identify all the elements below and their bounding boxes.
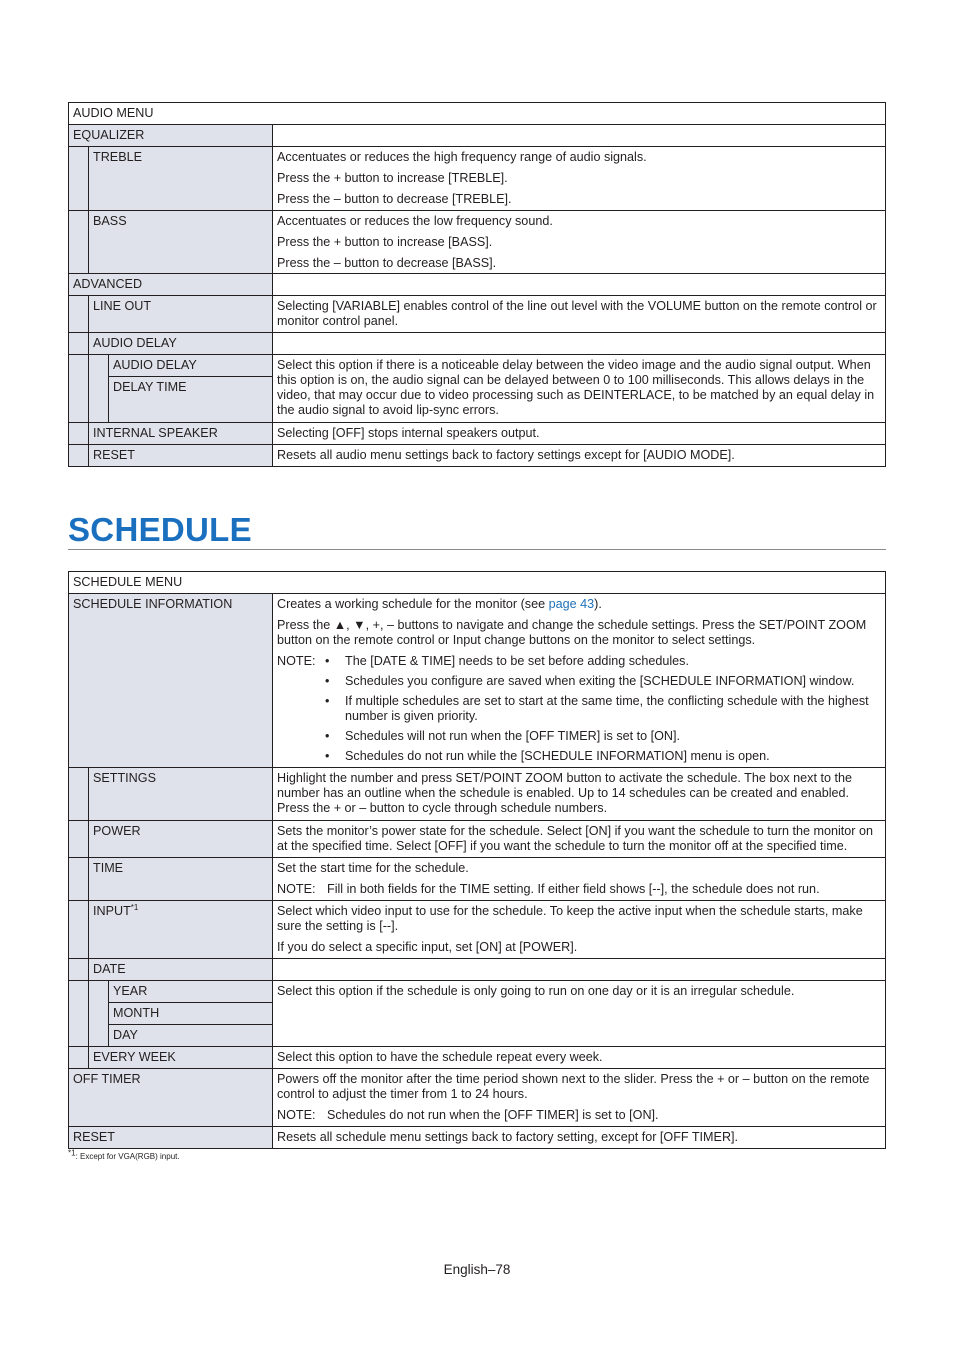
table-row — [69, 211, 885, 274]
table-row — [69, 125, 885, 147]
row-description — [273, 901, 885, 958]
row-label: RESET — [93, 448, 135, 462]
row-description: Select this option to have the schedule repeat every week. — [273, 1047, 885, 1068]
row-description — [273, 211, 885, 273]
row-label: BASS — [93, 214, 127, 228]
table-row — [69, 1127, 885, 1149]
table-row — [69, 821, 885, 858]
description-line: Press the + button to increase [TREBLE]. — [277, 171, 508, 185]
description-line: If you do select a specific input, set [ON] at [POWER]. — [277, 940, 578, 954]
row-label: EVERY WEEK — [93, 1050, 176, 1064]
row-label: INTERNAL SPEAKER — [93, 426, 218, 440]
note-line: NOTE: Schedules do not run when the [OFF TIMER] is set to [ON]. — [277, 1108, 659, 1122]
table-row — [69, 1047, 885, 1069]
row-description: Highlight the number and press SET/POINT ZOOM button to activate the schedule. The box next to the number has an outline when the schedule is enabled. Up to 14 schedules can be created and enabled. Press the + or – button to cycle through schedule numbers. — [273, 768, 885, 820]
table-row — [69, 981, 885, 1047]
row-description: Resets all audio menu settings back to factory settings except for [AUDIO MODE]. — [273, 445, 885, 466]
row-description — [273, 333, 885, 354]
note-line: NOTE: Fill in both fields for the TIME setting. If either field shows [--], the schedule does not run. — [277, 882, 820, 896]
row-label: SCHEDULE INFORMATION — [73, 597, 233, 611]
row-label: ADVANCED — [73, 277, 143, 291]
row-label: POWER — [93, 824, 141, 838]
row-description — [273, 858, 885, 900]
table-row — [69, 355, 885, 423]
description-line: Accentuates or reduces the high frequency range of audio signals. — [277, 150, 647, 164]
footnote: $^{*1}$: Except for VGA(RGB) input. — [68, 1148, 180, 1161]
audio-menu-table — [68, 102, 886, 467]
row-label: DATE — [93, 962, 126, 976]
footnote-marker: *1 — [130, 902, 139, 912]
row-description: Selecting [VARIABLE] enables control of the line out level with the VOLUME button on the remote control or monitor control panel. — [273, 296, 885, 332]
row-description: Resets all schedule menu settings back to factory setting, except for [OFF TIMER]. — [273, 1127, 885, 1148]
description-line: Powers off the monitor after the time period shown next to the slider. Press the + or – button on the remote control to adjust the timer from 1 to 24 hours. — [277, 1072, 870, 1101]
row-description — [273, 125, 885, 146]
page-number: English–78 — [443, 1262, 511, 1277]
note-line: NOTE: • The [DATE & TIME] needs to be set before adding schedules. — [277, 654, 689, 668]
row-description — [273, 959, 885, 980]
row-description: Select this option if the schedule is only going to run on one day or it is an irregular schedule. — [273, 981, 885, 1046]
row-label: AUDIO DELAY — [109, 355, 272, 377]
row-label: EQUALIZER — [73, 128, 145, 142]
note-bullet: • If multiple schedules are set to start at the same time, the conflicting schedule with the highest number is given priority. — [325, 694, 869, 723]
row-label: AUDIO DELAY — [93, 336, 177, 350]
table-row — [69, 1069, 885, 1127]
table-row — [69, 333, 885, 355]
description-line: Select which video input to use for the schedule. To keep the active input when the schedule starts, make sure the setting is [--]. — [277, 904, 863, 933]
table-header: SCHEDULE MENU — [69, 572, 885, 594]
table-row — [69, 274, 885, 296]
row-label: OFF TIMER — [73, 1072, 141, 1086]
table-row — [69, 594, 885, 768]
row-label: LINE OUT — [93, 299, 152, 313]
row-label: MONTH — [109, 1003, 272, 1025]
section-title: SCHEDULE — [68, 511, 252, 548]
row-label: TIME — [93, 861, 124, 875]
table-row — [69, 858, 885, 901]
description-line: Press the + button to increase [BASS]. — [277, 235, 493, 249]
row-description — [273, 1069, 885, 1126]
description-line: Press the ▲, ▼, +, – buttons to navigate and change the schedule settings. Press the SET/POINT ZOOM button on the remote control or Input change buttons on the monitor to select settings. — [277, 618, 867, 647]
description-line: Press the – button to decrease [BASS]. — [277, 256, 497, 270]
table-row — [69, 445, 885, 467]
note-bullet: • Schedules you configure are saved when exiting the [SCHEDULE INFORMATION] window. — [325, 674, 855, 688]
row-label: INPUT$^{*1}$ — [93, 902, 139, 918]
row-description: Select this option if there is a noticeable delay between the video image and the audio signal output. When this option is on, the audio signal can be delayed between 0 to 100 milliseconds. This allows delays in the video, that may occur due to video processing such as DEINTERLACE, to be matched by an equal delay in the audio signal to avoid lip-sync errors. — [273, 355, 885, 422]
table-row — [69, 959, 885, 981]
title-divider — [68, 549, 886, 550]
note-bullet: • Schedules will not run when the [OFF TIMER] is set to [ON]. — [325, 729, 681, 743]
table-row — [69, 147, 885, 211]
row-label: TREBLE — [93, 150, 142, 164]
row-label: DELAY TIME — [113, 380, 187, 394]
row-label: YEAR — [109, 981, 272, 1003]
table-row — [69, 768, 885, 821]
table-row — [69, 423, 885, 445]
description-line: Set the start time for the schedule. — [277, 861, 469, 875]
table-row — [69, 901, 885, 959]
row-label: RESET — [73, 1130, 115, 1144]
row-label: DAY — [113, 1028, 138, 1042]
schedule-menu-table — [68, 571, 886, 1149]
row-label: SETTINGS — [93, 771, 156, 785]
row-description: Selecting [OFF] stops internal speakers output. — [273, 423, 885, 444]
table-row — [69, 296, 885, 333]
row-description — [273, 147, 885, 210]
description-line: Creates a working schedule for the monitor (see page 43). — [277, 597, 602, 611]
page-link[interactable]: page 43 — [548, 597, 595, 611]
description-line: Accentuates or reduces the low frequency sound. — [277, 214, 553, 228]
table-header: AUDIO MENU — [69, 103, 885, 125]
note-bullet: • Schedules do not run while the [SCHEDULE INFORMATION] menu is open. — [325, 749, 770, 763]
row-description — [273, 274, 885, 295]
row-description — [273, 594, 885, 767]
description-line: Press the – button to decrease [TREBLE]. — [277, 192, 512, 206]
row-description: Sets the monitor’s power state for the schedule. Select [ON] if you want the schedule to turn the monitor on at the specified time. Select [OFF] if you want the schedule to turn the monitor off at the specified time. — [273, 821, 885, 857]
